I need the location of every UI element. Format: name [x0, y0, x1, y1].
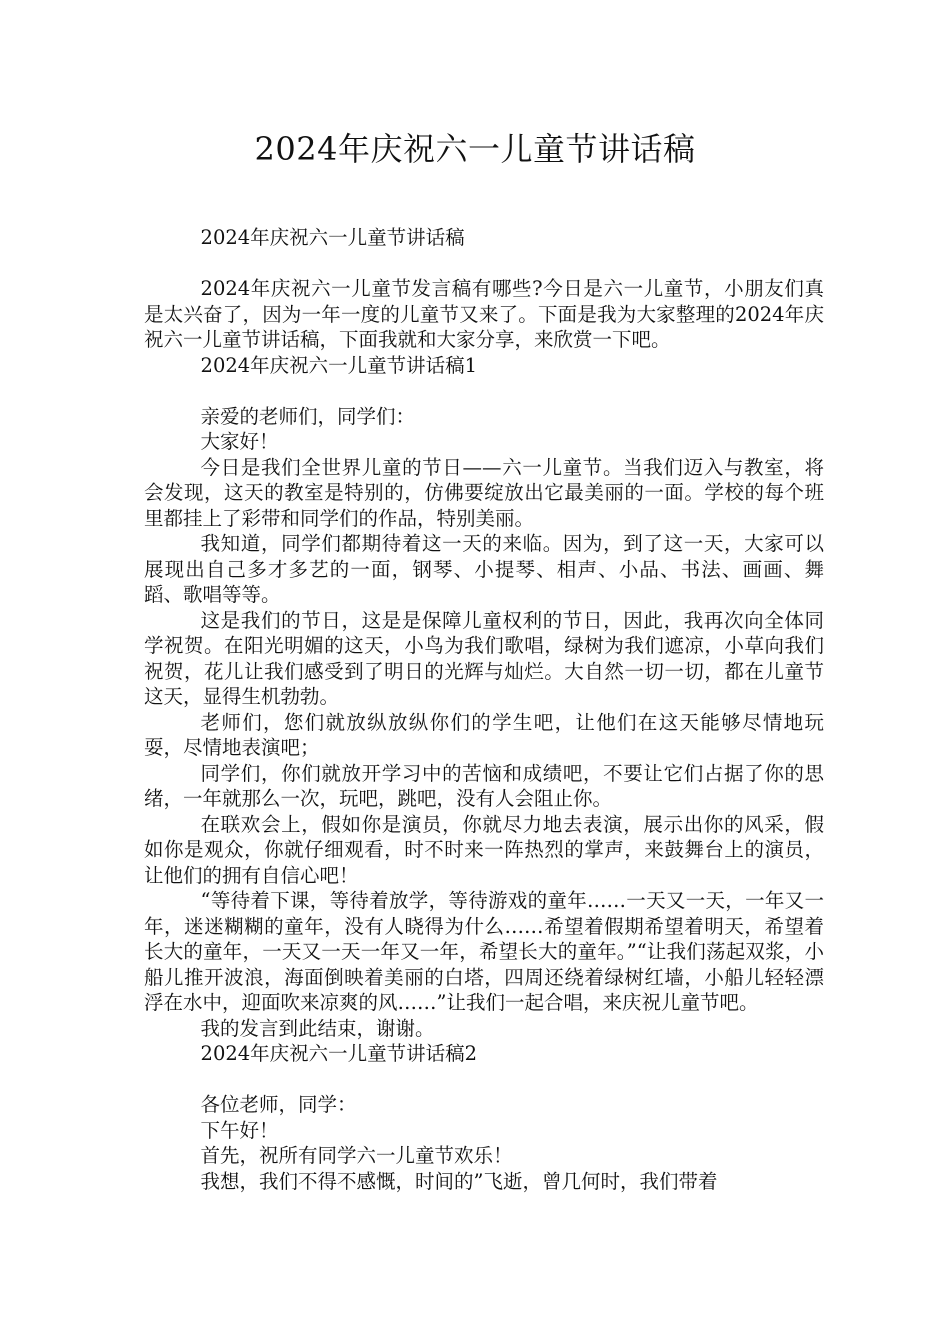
paragraph: 大家好！	[200, 430, 279, 453]
paragraph: 我的发言到此结束，谢谢。	[200, 1016, 435, 1040]
paragraph: 下午好！	[200, 1118, 279, 1142]
paragraph: 我想，我们不得不感慨，时间的”飞逝，曾几何时，我们带着	[200, 1169, 718, 1193]
paragraph: 2024年庆祝六一儿童节讲话稿	[200, 226, 465, 249]
document-body	[144, 225, 824, 1194]
paragraph: 亲爱的老师们，同学们：	[200, 404, 416, 428]
paragraph: 老师们，您们就放纵放纵你们的学生吧，让他们在这天能够尽情地玩耍，尽情地表演吧；	[144, 710, 824, 759]
paragraph: 同学们，你们就放开学习中的苦恼和成绩吧，不要让它们占据了你的思绪，一年就那么一次，玩吧，跳吧，没有人会阻止你。	[144, 761, 824, 810]
paragraph: 我知道，同学们都期待着这一天的来临。因为，到了这一天，大家可以展现出自己多才多艺的一面，钢琴、小提琴、相声、小品、书法、画画、舞蹈、歌唱等等。	[144, 532, 824, 606]
paragraph: 在联欢会上，假如你是演员，你就尽力地去表演，展示出你的风采，假如你是观众，你就仔细观看，时不时来一阵热烈的掌声，来鼓舞台上的演员，让他们的拥有自信心吧！	[144, 812, 824, 887]
paragraph: 2024年庆祝六一儿童节发言稿有哪些?今日是六一儿童节，小朋友们真是太兴奋了，因为一年一度的儿童节又来了。下面是我为大家整理的2024年庆祝六一儿童节讲话稿，下面我就和大家分享，来欣赏一下吧。	[144, 277, 824, 351]
paragraph: 各位老师，同学：	[200, 1093, 357, 1116]
paragraph: 今日是我们全世界儿童的节日——六一儿童节。当我们迈入与教室，将会发现，这天的教室是特别的，仿佛要绽放出它最美丽的一面。学校的每个班里都挂上了彩带和同学们的作品，特别美丽。	[144, 455, 824, 530]
paragraph: 2024年庆祝六一儿童节讲话稿2	[200, 1042, 478, 1065]
paragraph-spacer	[144, 251, 824, 277]
paragraph: “等待着下课，等待着放学，等待游戏的童年……一天又一天，一年又一年，迷迷糊糊的童年，没有人晓得为什么……希望着假期希望着明天，希望着长大的童年，一天又一天一年又一年，希望长大的童年。”“让我们荡起双浆，小船儿推开波浪，海面倒映着美丽的白塔，四周还绕着绿树红墙，小船儿轻轻漂浮在水中，迎面吹来凉爽的风……”让我们一起合唱，来庆祝儿童节吧。	[144, 889, 824, 1014]
paragraph: 这是我们的节日，这是是保障儿童权利的节日，因此，我再次向全体同学祝贺。在阳光明媚的这天，小鸟为我们歌唱，绿树为我们遮凉，小草向我们祝贺，花儿让我们感受到了明日的光辉与灿烂。大自然一切一切，都在儿童节这天，显得生机勃勃。	[144, 608, 824, 708]
paragraph: 2024年庆祝六一儿童节讲话稿1	[200, 353, 478, 377]
paragraph: 首先，祝所有同学六一儿童节欢乐！	[200, 1144, 513, 1167]
paragraph-spacer	[144, 378, 824, 404]
document-title: 2024年庆祝六一儿童节讲话稿	[254, 130, 696, 168]
paragraph-spacer	[144, 1067, 824, 1093]
